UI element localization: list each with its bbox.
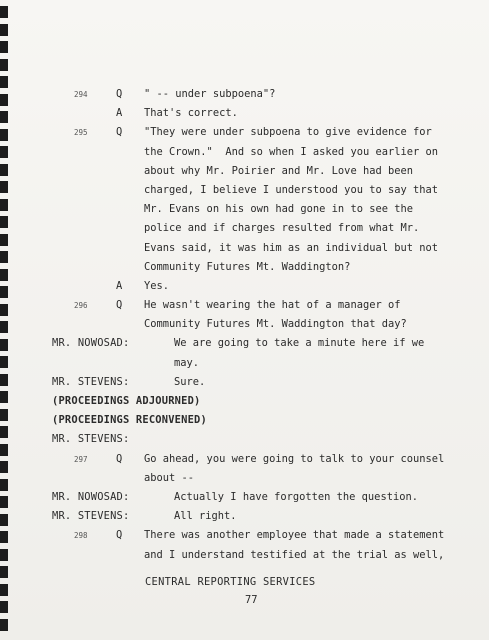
qa-marker: Q (116, 88, 123, 100)
qa-marker: Q (116, 299, 123, 312)
line-text: Sure. (174, 375, 206, 388)
question-number: 298 (74, 531, 88, 541)
question-number: 296 (74, 301, 88, 311)
line-text: charged, I believe I understood you to say that (144, 183, 439, 196)
speaker-label: MR. STEVENS: (52, 510, 130, 523)
line-text: Community Futures Mt. Waddington? (144, 260, 351, 273)
transcript-line (52, 85, 472, 104)
footer-reporting-service: CENTRAL REPORTING SERVICES (145, 576, 316, 588)
line-text: " -- under subpoena"? (144, 88, 276, 100)
transcript-body (52, 85, 472, 565)
binding-hole (0, 234, 8, 246)
binding-hole (0, 199, 8, 211)
speaker-line (52, 392, 472, 411)
line-text: Community Futures Mt. Waddington that day? (144, 318, 407, 331)
binding-hole (0, 444, 8, 456)
transcript-line (52, 296, 472, 315)
question-number: 294 (74, 90, 88, 99)
line-text: police and if charges resulted from what Mr. (144, 222, 420, 235)
line-text: There was another employee that made a statement (144, 529, 445, 542)
binding-hole (0, 426, 8, 438)
speaker-line (52, 411, 472, 430)
binding-hole (0, 129, 8, 141)
line-text: He wasn't wearing the hat of a manager of (144, 299, 401, 312)
binding-hole (0, 94, 8, 106)
qa-marker: Q (116, 126, 123, 139)
binding-hole (0, 304, 8, 316)
line-text: Go ahead, you were going to talk to your counsel (144, 452, 445, 465)
binding-hole (0, 531, 8, 543)
binding-hole (0, 356, 8, 368)
binding-hole (0, 619, 8, 631)
question-number: 295 (74, 128, 88, 138)
transcript-line (52, 123, 472, 142)
page-number: 77 (245, 594, 258, 606)
speaker-label: MR. STEVENS: (52, 375, 130, 388)
binding-hole (0, 251, 8, 263)
line-text: about why Mr. Poirier and Mr. Love had been (144, 164, 413, 177)
transcript-line (52, 258, 472, 277)
line-text: about -- (144, 471, 195, 484)
line-text: the Crown." And so when I asked you earlier on (144, 145, 439, 158)
binding-hole (0, 286, 8, 298)
transcript-line (52, 277, 472, 296)
binding-hole (0, 566, 8, 578)
binding-hole (0, 216, 8, 228)
line-text: We are going to take a minute here if we (174, 337, 425, 350)
binding-holes (0, 0, 10, 640)
binding-hole (0, 146, 8, 158)
binding-hole (0, 584, 8, 596)
binding-hole (0, 59, 8, 71)
transcript-line (52, 219, 472, 238)
qa-marker: A (116, 107, 123, 120)
speaker-line (52, 373, 472, 392)
line-text: "They were under subpoena to give evidence for (144, 126, 432, 139)
transcript-line (52, 546, 472, 565)
speaker-label: MR. STEVENS: (52, 433, 130, 446)
speaker-line (52, 507, 472, 526)
binding-hole (0, 269, 8, 281)
binding-hole (0, 41, 8, 53)
speaker-label: (PROCEEDINGS ADJOURNED) (52, 395, 201, 407)
binding-hole (0, 164, 8, 176)
binding-hole (0, 24, 8, 36)
binding-hole (0, 409, 8, 421)
binding-hole (0, 181, 8, 193)
binding-hole (0, 461, 8, 473)
speaker-label: (PROCEEDINGS RECONVENED) (52, 414, 207, 427)
line-text: All right. (174, 510, 237, 523)
binding-hole (0, 514, 8, 526)
line-text: Actually I have forgotten the question. (174, 490, 418, 503)
speaker-label: MR. NOWOSAD: (52, 490, 130, 503)
binding-hole (0, 391, 8, 403)
speaker-line (52, 488, 472, 507)
binding-hole (0, 496, 8, 508)
qa-marker: A (116, 279, 123, 292)
binding-hole (0, 549, 8, 561)
line-text: That's correct. (144, 107, 238, 120)
qa-marker: Q (116, 529, 123, 542)
transcript-line (52, 315, 472, 334)
binding-hole (0, 111, 8, 123)
binding-hole (0, 339, 8, 351)
transcript-line (52, 239, 472, 258)
transcript-line (52, 450, 472, 469)
speaker-label: MR. NOWOSAD: (52, 337, 130, 350)
transcript-line (52, 469, 472, 488)
speaker-line (52, 334, 472, 353)
line-text: Evans said, it was him as an individual but not (144, 241, 439, 254)
transcript-line (52, 181, 472, 200)
line-text: may. (174, 356, 200, 369)
question-number: 297 (74, 454, 88, 464)
binding-hole (0, 321, 8, 333)
line-text: Mr. Evans on his own had gone in to see the (144, 203, 413, 216)
transcript-line (52, 526, 472, 545)
transcript-line (52, 143, 472, 162)
speaker-line (52, 430, 472, 449)
transcript-line (52, 104, 472, 123)
qa-marker: Q (116, 452, 123, 465)
binding-hole (0, 601, 8, 613)
binding-hole (0, 374, 8, 386)
transcript-line (52, 200, 472, 219)
line-text: and I understand testified at the trial as well, (144, 548, 445, 561)
binding-hole (0, 479, 8, 491)
line-text: Yes. (144, 279, 170, 292)
speaker-line (52, 354, 472, 373)
binding-hole (0, 76, 8, 88)
transcript-line (52, 162, 472, 181)
binding-hole (0, 6, 8, 18)
